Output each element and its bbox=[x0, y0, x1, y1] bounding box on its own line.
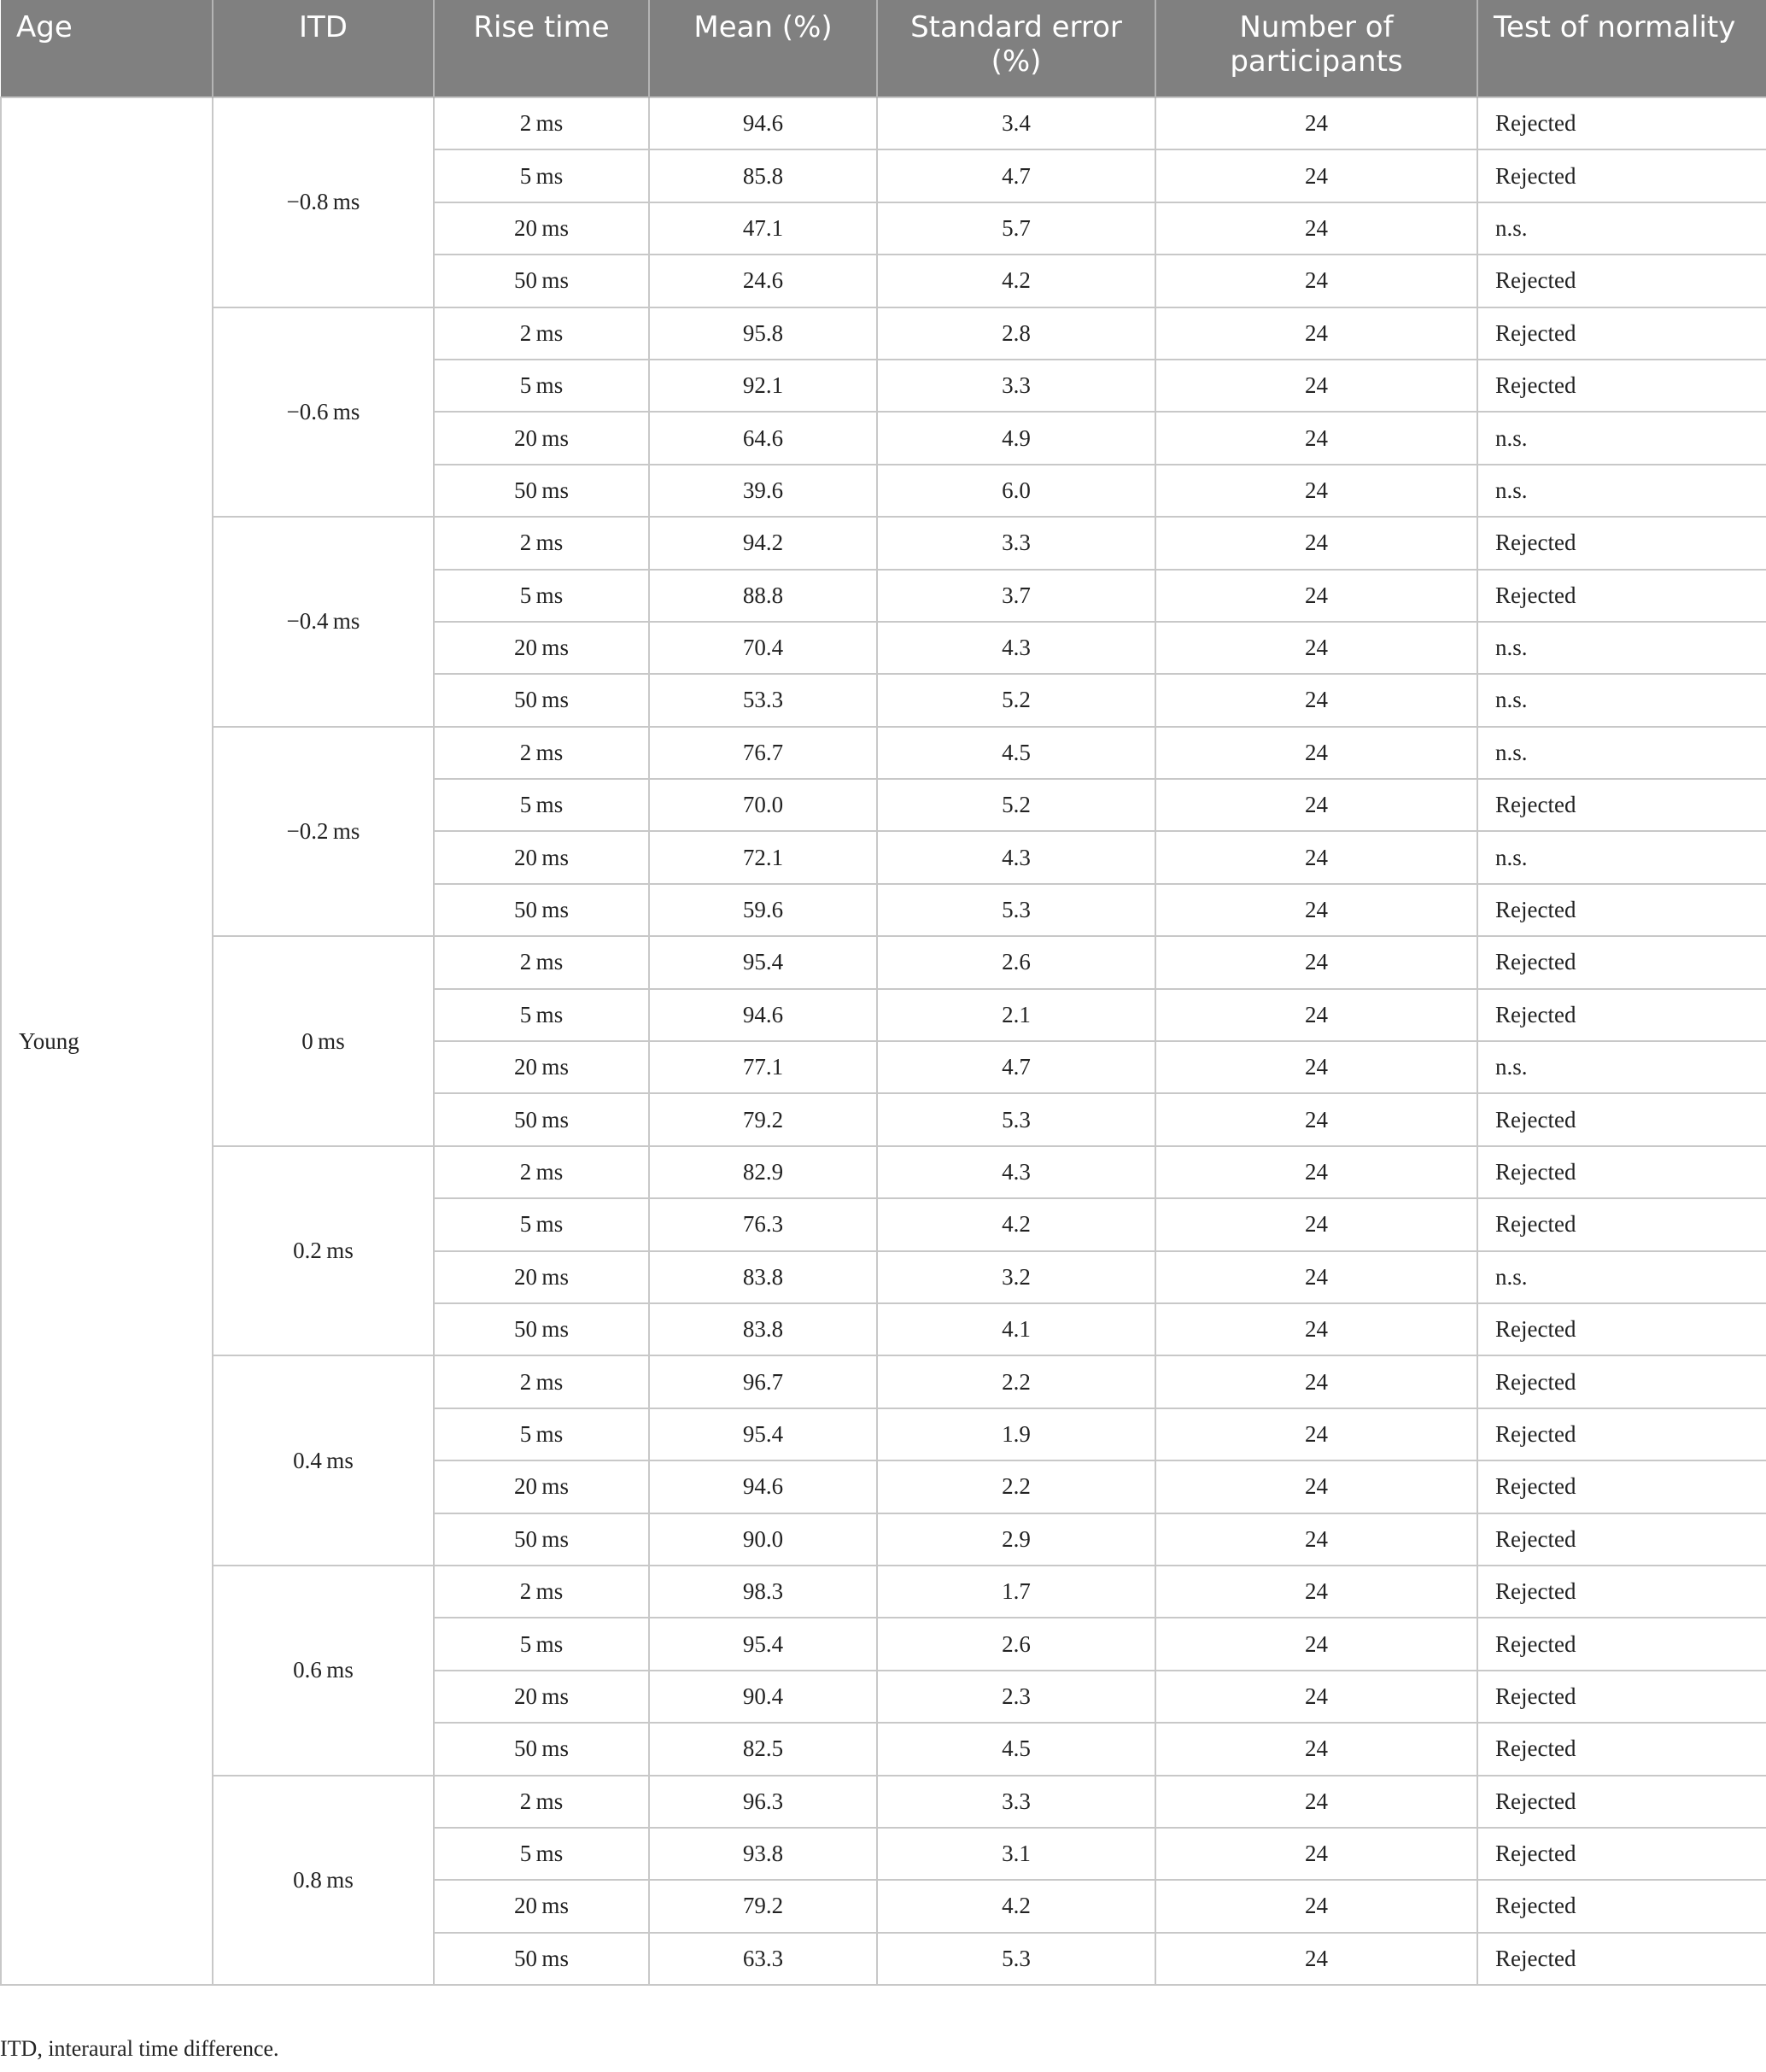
itd-cell: 0.6 ms bbox=[213, 1566, 434, 1776]
mean-cell: 95.4 bbox=[649, 1408, 877, 1460]
header-row bbox=[1, 0, 1766, 97]
mean-cell: 95.4 bbox=[649, 1618, 877, 1670]
normality-cell: Rejected bbox=[1477, 1933, 1766, 1985]
rise-time-cell: 50 ms bbox=[434, 1093, 649, 1145]
normality-cell: Rejected bbox=[1477, 989, 1766, 1041]
standard-error-cell: 5.3 bbox=[877, 1093, 1155, 1145]
normality-cell: n.s. bbox=[1477, 727, 1766, 779]
itd-cell: 0.4 ms bbox=[213, 1355, 434, 1566]
itd-cell: 0 ms bbox=[213, 936, 434, 1146]
participants-cell: 24 bbox=[1155, 360, 1477, 412]
normality-cell: Rejected bbox=[1477, 1776, 1766, 1828]
normality-cell: Rejected bbox=[1477, 936, 1766, 988]
normality-cell: Rejected bbox=[1477, 1146, 1766, 1198]
rise-time-cell: 50 ms bbox=[434, 1723, 649, 1775]
table-row bbox=[1, 307, 1766, 360]
mean-cell: 77.1 bbox=[649, 1041, 877, 1093]
standard-error-cell: 4.1 bbox=[877, 1303, 1155, 1355]
standard-error-cell: 3.7 bbox=[877, 570, 1155, 622]
participants-cell: 24 bbox=[1155, 465, 1477, 517]
mean-cell: 82.5 bbox=[649, 1723, 877, 1775]
mean-cell: 72.1 bbox=[649, 831, 877, 883]
standard-error-cell: 1.7 bbox=[877, 1566, 1155, 1618]
rise-time-cell: 20 ms bbox=[434, 1880, 649, 1932]
normality-cell: Rejected bbox=[1477, 1723, 1766, 1775]
rise-time-cell: 5 ms bbox=[434, 149, 649, 202]
mean-cell: 82.9 bbox=[649, 1146, 877, 1198]
standard-error-cell: 6.0 bbox=[877, 465, 1155, 517]
participants-cell: 24 bbox=[1155, 1618, 1477, 1670]
rise-time-cell: 5 ms bbox=[434, 779, 649, 831]
rise-time-cell: 50 ms bbox=[434, 255, 649, 307]
participants-cell: 24 bbox=[1155, 1723, 1477, 1775]
standard-error-cell: 2.2 bbox=[877, 1355, 1155, 1408]
standard-error-cell: 2.8 bbox=[877, 307, 1155, 360]
standard-error-cell: 3.4 bbox=[877, 97, 1155, 149]
standard-error-cell: 4.9 bbox=[877, 412, 1155, 464]
standard-error-cell: 3.3 bbox=[877, 517, 1155, 569]
mean-cell: 83.8 bbox=[649, 1251, 877, 1303]
rise-time-cell: 5 ms bbox=[434, 989, 649, 1041]
table-row bbox=[1, 1776, 1766, 1828]
standard-error-cell: 4.3 bbox=[877, 831, 1155, 883]
rise-time-cell: 50 ms bbox=[434, 884, 649, 936]
mean-cell: 24.6 bbox=[649, 255, 877, 307]
standard-error-cell: 4.2 bbox=[877, 255, 1155, 307]
standard-error-cell: 2.3 bbox=[877, 1671, 1155, 1723]
participants-cell: 24 bbox=[1155, 1513, 1477, 1566]
rise-time-cell: 20 ms bbox=[434, 1460, 649, 1513]
mean-cell: 53.3 bbox=[649, 674, 877, 726]
rise-time-cell: 5 ms bbox=[434, 1828, 649, 1880]
mean-cell: 95.4 bbox=[649, 936, 877, 988]
mean-cell: 94.2 bbox=[649, 517, 877, 569]
rise-time-cell: 2 ms bbox=[434, 1146, 649, 1198]
participants-cell: 24 bbox=[1155, 1671, 1477, 1723]
mean-cell: 94.6 bbox=[649, 97, 877, 149]
participants-cell: 24 bbox=[1155, 989, 1477, 1041]
participants-cell: 24 bbox=[1155, 97, 1477, 149]
participants-cell: 24 bbox=[1155, 1828, 1477, 1880]
rise-time-cell: 50 ms bbox=[434, 465, 649, 517]
standard-error-cell: 5.2 bbox=[877, 779, 1155, 831]
normality-cell: Rejected bbox=[1477, 1460, 1766, 1513]
participants-cell: 24 bbox=[1155, 674, 1477, 726]
participants-cell: 24 bbox=[1155, 936, 1477, 988]
rise-time-cell: 2 ms bbox=[434, 1776, 649, 1828]
standard-error-cell: 5.2 bbox=[877, 674, 1155, 726]
rise-time-cell: 20 ms bbox=[434, 1041, 649, 1093]
normality-cell: Rejected bbox=[1477, 1408, 1766, 1460]
standard-error-cell: 4.3 bbox=[877, 622, 1155, 674]
mean-cell: 94.6 bbox=[649, 989, 877, 1041]
mean-cell: 92.1 bbox=[649, 360, 877, 412]
normality-cell: Rejected bbox=[1477, 1880, 1766, 1932]
mean-cell: 96.3 bbox=[649, 1776, 877, 1828]
table-row bbox=[1, 1566, 1766, 1618]
rise-time-cell: 5 ms bbox=[434, 360, 649, 412]
rise-time-cell: 2 ms bbox=[434, 517, 649, 569]
participants-cell: 24 bbox=[1155, 202, 1477, 255]
participants-cell: 24 bbox=[1155, 1093, 1477, 1145]
normality-cell: Rejected bbox=[1477, 570, 1766, 622]
mean-cell: 95.8 bbox=[649, 307, 877, 360]
standard-error-cell: 2.6 bbox=[877, 936, 1155, 988]
itd-cell: −0.4 ms bbox=[213, 517, 434, 727]
rise-time-cell: 20 ms bbox=[434, 831, 649, 883]
participants-cell: 24 bbox=[1155, 831, 1477, 883]
participants-cell: 24 bbox=[1155, 1041, 1477, 1093]
itd-cell: −0.6 ms bbox=[213, 307, 434, 518]
table-body bbox=[1, 97, 1766, 1985]
participants-cell: 24 bbox=[1155, 255, 1477, 307]
normality-cell: Rejected bbox=[1477, 97, 1766, 149]
rise-time-cell: 20 ms bbox=[434, 1251, 649, 1303]
itd-cell: −0.8 ms bbox=[213, 97, 434, 307]
mean-cell: 79.2 bbox=[649, 1093, 877, 1145]
rise-time-cell: 2 ms bbox=[434, 1355, 649, 1408]
mean-cell: 39.6 bbox=[649, 465, 877, 517]
rise-time-cell: 2 ms bbox=[434, 727, 649, 779]
standard-error-cell: 3.3 bbox=[877, 360, 1155, 412]
mean-cell: 70.0 bbox=[649, 779, 877, 831]
column-header-standard-error: Standard error (%) bbox=[877, 0, 1155, 97]
mean-cell: 59.6 bbox=[649, 884, 877, 936]
mean-cell: 85.8 bbox=[649, 149, 877, 202]
normality-cell: Rejected bbox=[1477, 307, 1766, 360]
standard-error-cell: 4.5 bbox=[877, 1723, 1155, 1775]
mean-cell: 90.0 bbox=[649, 1513, 877, 1566]
normality-cell: Rejected bbox=[1477, 1566, 1766, 1618]
participants-cell: 24 bbox=[1155, 1146, 1477, 1198]
participants-cell: 24 bbox=[1155, 1566, 1477, 1618]
normality-cell: n.s. bbox=[1477, 831, 1766, 883]
itd-cell: 0.8 ms bbox=[213, 1776, 434, 1986]
rise-time-cell: 2 ms bbox=[434, 97, 649, 149]
rise-time-cell: 20 ms bbox=[434, 412, 649, 464]
participants-cell: 24 bbox=[1155, 727, 1477, 779]
rise-time-cell: 2 ms bbox=[434, 307, 649, 360]
normality-cell: n.s. bbox=[1477, 465, 1766, 517]
table-row bbox=[1, 97, 1766, 149]
normality-cell: Rejected bbox=[1477, 1513, 1766, 1566]
rise-time-cell: 5 ms bbox=[434, 1198, 649, 1250]
participants-cell: 24 bbox=[1155, 779, 1477, 831]
footnote: ITD, interaural time difference. bbox=[0, 2036, 279, 2061]
normality-cell: Rejected bbox=[1477, 1303, 1766, 1355]
participants-cell: 24 bbox=[1155, 1251, 1477, 1303]
itd-cell: 0.2 ms bbox=[213, 1146, 434, 1356]
standard-error-cell: 2.2 bbox=[877, 1460, 1155, 1513]
normality-cell: Rejected bbox=[1477, 360, 1766, 412]
mean-cell: 83.8 bbox=[649, 1303, 877, 1355]
normality-cell: n.s. bbox=[1477, 1251, 1766, 1303]
standard-error-cell: 4.5 bbox=[877, 727, 1155, 779]
normality-cell: Rejected bbox=[1477, 884, 1766, 936]
rise-time-cell: 2 ms bbox=[434, 1566, 649, 1618]
column-header-age: Age bbox=[1, 0, 213, 97]
normality-cell: n.s. bbox=[1477, 674, 1766, 726]
mean-cell: 76.3 bbox=[649, 1198, 877, 1250]
participants-cell: 24 bbox=[1155, 517, 1477, 569]
standard-error-cell: 4.2 bbox=[877, 1198, 1155, 1250]
participants-cell: 24 bbox=[1155, 570, 1477, 622]
rise-time-cell: 20 ms bbox=[434, 202, 649, 255]
standard-error-cell: 2.9 bbox=[877, 1513, 1155, 1566]
standard-error-cell: 2.1 bbox=[877, 989, 1155, 1041]
table-row bbox=[1, 517, 1766, 569]
mean-cell: 63.3 bbox=[649, 1933, 877, 1985]
mean-cell: 76.7 bbox=[649, 727, 877, 779]
mean-cell: 94.6 bbox=[649, 1460, 877, 1513]
normality-cell: Rejected bbox=[1477, 517, 1766, 569]
normality-cell: n.s. bbox=[1477, 1041, 1766, 1093]
mean-cell: 88.8 bbox=[649, 570, 877, 622]
normality-cell: n.s. bbox=[1477, 622, 1766, 674]
standard-error-cell: 4.3 bbox=[877, 1146, 1155, 1198]
normality-cell: Rejected bbox=[1477, 1093, 1766, 1145]
rise-time-cell: 5 ms bbox=[434, 1618, 649, 1670]
mean-cell: 98.3 bbox=[649, 1566, 877, 1618]
column-header-participants: Number of participants bbox=[1155, 0, 1477, 97]
table-row bbox=[1, 1146, 1766, 1198]
participants-cell: 24 bbox=[1155, 412, 1477, 464]
participants-cell: 24 bbox=[1155, 1355, 1477, 1408]
participants-cell: 24 bbox=[1155, 622, 1477, 674]
rise-time-cell: 50 ms bbox=[434, 1933, 649, 1985]
participants-cell: 24 bbox=[1155, 1408, 1477, 1460]
participants-cell: 24 bbox=[1155, 149, 1477, 202]
participants-cell: 24 bbox=[1155, 884, 1477, 936]
column-header-itd: ITD bbox=[213, 0, 434, 97]
participants-cell: 24 bbox=[1155, 1933, 1477, 1985]
standard-error-cell: 3.3 bbox=[877, 1776, 1155, 1828]
mean-cell: 93.8 bbox=[649, 1828, 877, 1880]
standard-error-cell: 5.3 bbox=[877, 884, 1155, 936]
column-header-mean: Mean (%) bbox=[649, 0, 877, 97]
mean-cell: 47.1 bbox=[649, 202, 877, 255]
participants-cell: 24 bbox=[1155, 1303, 1477, 1355]
mean-cell: 79.2 bbox=[649, 1880, 877, 1932]
standard-error-cell: 5.7 bbox=[877, 202, 1155, 255]
mean-cell: 96.7 bbox=[649, 1355, 877, 1408]
age-cell: Young bbox=[1, 97, 213, 1985]
rise-time-cell: 5 ms bbox=[434, 570, 649, 622]
normality-cell: Rejected bbox=[1477, 1355, 1766, 1408]
mean-cell: 90.4 bbox=[649, 1671, 877, 1723]
participants-cell: 24 bbox=[1155, 1880, 1477, 1932]
table-row bbox=[1, 1355, 1766, 1408]
rise-time-cell: 20 ms bbox=[434, 1671, 649, 1723]
standard-error-cell: 4.7 bbox=[877, 1041, 1155, 1093]
standard-error-cell: 5.3 bbox=[877, 1933, 1155, 1985]
normality-cell: Rejected bbox=[1477, 255, 1766, 307]
normality-cell: Rejected bbox=[1477, 149, 1766, 202]
rise-time-cell: 20 ms bbox=[434, 622, 649, 674]
normality-cell: Rejected bbox=[1477, 1198, 1766, 1250]
standard-error-cell: 4.7 bbox=[877, 149, 1155, 202]
table-row bbox=[1, 727, 1766, 779]
rise-time-cell: 2 ms bbox=[434, 936, 649, 988]
participants-cell: 24 bbox=[1155, 307, 1477, 360]
standard-error-cell: 2.6 bbox=[877, 1618, 1155, 1670]
standard-error-cell: 4.2 bbox=[877, 1880, 1155, 1932]
rise-time-cell: 50 ms bbox=[434, 1513, 649, 1566]
normality-cell: n.s. bbox=[1477, 202, 1766, 255]
normality-cell: n.s. bbox=[1477, 412, 1766, 464]
mean-cell: 64.6 bbox=[649, 412, 877, 464]
rise-time-cell: 50 ms bbox=[434, 1303, 649, 1355]
standard-error-cell: 3.1 bbox=[877, 1828, 1155, 1880]
rise-time-cell: 5 ms bbox=[434, 1408, 649, 1460]
column-header-normality: Test of normality bbox=[1477, 0, 1766, 97]
participants-cell: 24 bbox=[1155, 1776, 1477, 1828]
rise-time-cell: 50 ms bbox=[434, 674, 649, 726]
column-header-rise-time: Rise time bbox=[434, 0, 649, 97]
normality-cell: Rejected bbox=[1477, 1671, 1766, 1723]
normality-cell: Rejected bbox=[1477, 1618, 1766, 1670]
mean-cell: 70.4 bbox=[649, 622, 877, 674]
table-row bbox=[1, 936, 1766, 988]
participants-cell: 24 bbox=[1155, 1460, 1477, 1513]
standard-error-cell: 1.9 bbox=[877, 1408, 1155, 1460]
standard-error-cell: 3.2 bbox=[877, 1251, 1155, 1303]
normality-cell: Rejected bbox=[1477, 779, 1766, 831]
itd-cell: −0.2 ms bbox=[213, 727, 434, 937]
participants-cell: 24 bbox=[1155, 1198, 1477, 1250]
normality-cell: Rejected bbox=[1477, 1828, 1766, 1880]
